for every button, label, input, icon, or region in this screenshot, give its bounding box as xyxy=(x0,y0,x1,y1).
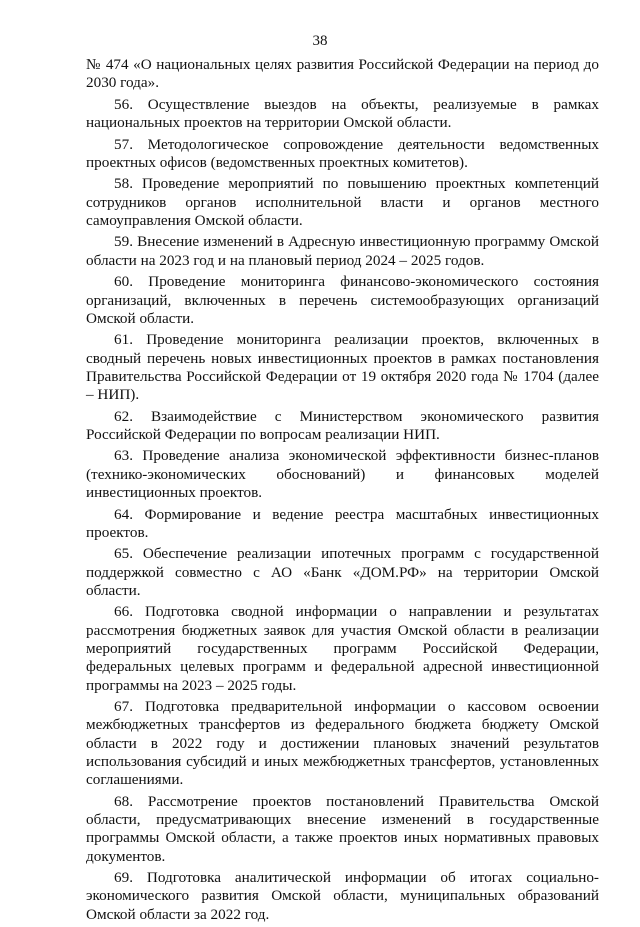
paragraph-57: 57. Методологическое сопровождение деятельности ведомственных проектных офисов (ведомственных проектных комитетов). xyxy=(86,135,599,171)
paragraph-58: 58. Проведение мероприятий по повышению проектных компетенций сотрудников органов исполнительной власти и органов местного самоуправления Омской области. xyxy=(86,175,599,229)
paragraph-60: 60. Проведение мониторинга финансово-экономического состояния организаций, включенных в перечень системообразующих организаций Омской области. xyxy=(86,273,599,327)
paragraph-64: 64. Формирование и ведение реестра масштабных инвестиционных проектов. xyxy=(86,505,599,541)
paragraph-56: 56. Осуществление выездов на объекты, реализуемые в рамках национальных проектов на территории Омской области. xyxy=(86,95,599,132)
paragraph-65: 65. Обеспечение реализации ипотечных программ с государственной поддержкой совместно с АО «Банк «ДОМ.РФ» на территории Омской области. xyxy=(86,545,599,599)
document-body xyxy=(86,56,599,927)
paragraph-63: 63. Проведение анализа экономической эффективности бизнес-планов (технико-экономических обоснований) и финансовых моделей инвестиционных проектов. xyxy=(86,447,599,502)
paragraph-66: 66. Подготовка сводной информации о направлении и результатах рассмотрения бюджетных заявок для участия Омской области в реализации мероприятий государственных программ Российской Федерации, федеральных целевых программ и федеральной адресной инвестиционной программы на 2023 – 2025 годы. xyxy=(86,603,599,694)
paragraph-59: 59. Внесение изменений в Адресную инвестиционную программу Омской области на 2023 год и на плановый период 2024 – 2025 годов. xyxy=(86,233,599,269)
paragraph-continuation: № 474 «О национальных целях развития Российской Федерации на период до 2030 года». xyxy=(86,56,599,92)
paragraph-61: 61. Проведение мониторинга реализации проектов, включенных в сводный перечень новых инвестиционных проектов в рамках постановления Правительства Российской Федерации от 19 октября 2020 года № 1704 (далее – НИП). xyxy=(86,331,599,404)
paragraph-62: 62. Взаимодействие с Министерством экономического развития Российской Федерации по вопросам реализации НИП. xyxy=(86,407,599,443)
paragraph-67: 67. Подготовка предварительной информации о кассовом освоении межбюджетных трансфертов из федерального бюджета бюджету Омской области в 2022 году и достижении плановых значений результатов использования субсидий и иных межбюджетных трансфертов, установленных соглашениями. xyxy=(86,698,599,789)
page-number: 38 xyxy=(312,33,328,49)
paragraph-68: 68. Рассмотрение проектов постановлений Правительства Омской области, предусматривающих внесение изменений в государственные программы Омской области, а также проектов иных нормативных правовых документов. xyxy=(86,792,599,865)
paragraph-69: 69. Подготовка аналитической информации об итогах социально-экономического развития Омской области, муниципальных образований Омской области за 2022 год. xyxy=(86,869,599,923)
